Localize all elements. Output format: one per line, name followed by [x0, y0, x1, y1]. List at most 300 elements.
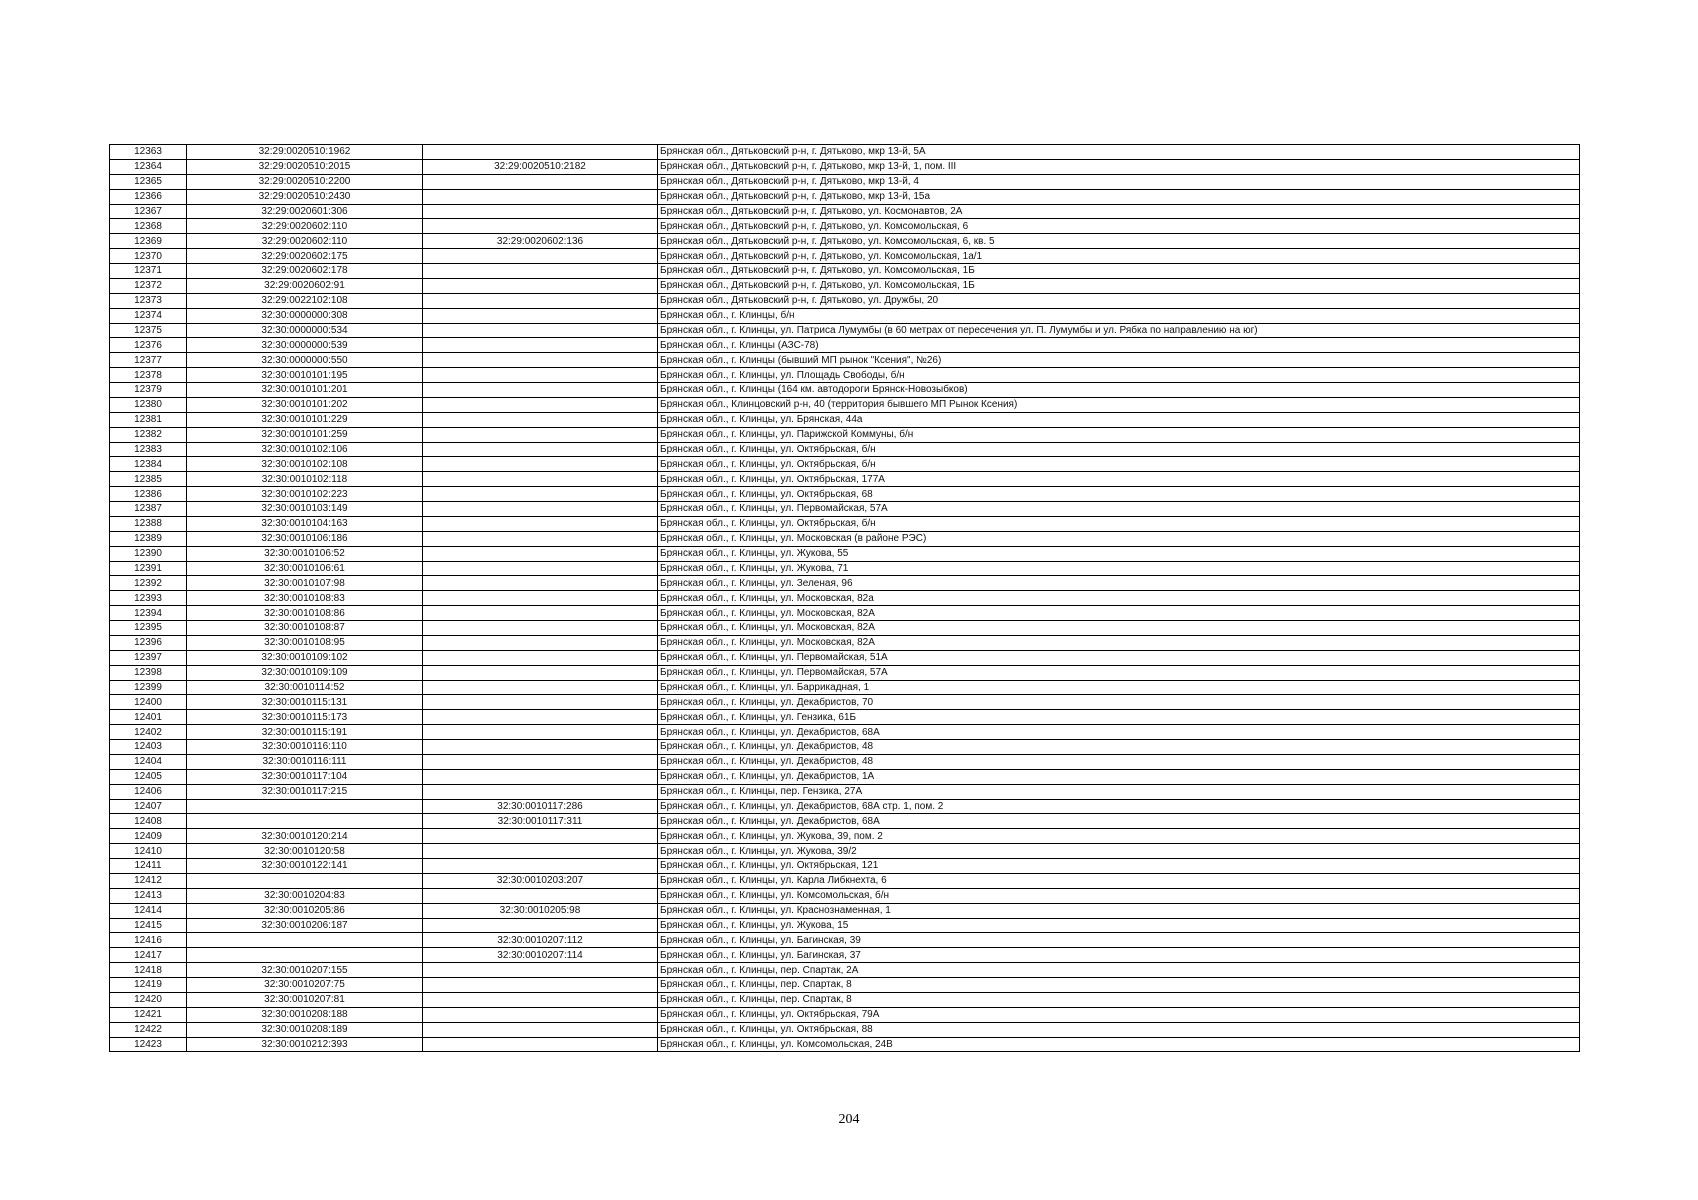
inner-cadastral-number-cell: [423, 457, 658, 472]
row-number-cell: 12407: [110, 799, 187, 814]
table-row: [110, 978, 1580, 993]
table-row: [110, 427, 1580, 442]
inner-cadastral-number-cell: [423, 740, 658, 755]
inner-cadastral-number-cell: [423, 278, 658, 293]
address-cell: Брянская обл., г. Клинцы, ул. Гензика, 61Б: [658, 710, 1580, 725]
inner-cadastral-number-cell: [423, 368, 658, 383]
inner-cadastral-number-cell: [423, 769, 658, 784]
row-number-cell: 12391: [110, 561, 187, 576]
inner-cadastral-number-cell: [423, 487, 658, 502]
inner-cadastral-number-cell: [423, 323, 658, 338]
row-number-cell: 12381: [110, 412, 187, 427]
row-number-cell: 12400: [110, 695, 187, 710]
address-cell: Брянская обл., г. Клинцы, пер. Спартак, 8: [658, 978, 1580, 993]
inner-cadastral-number-cell: 32:30:0010203:207: [423, 873, 658, 888]
address-cell: Брянская обл., г. Клинцы (164 км. автодороги Брянск-Новозыбков): [658, 383, 1580, 398]
inner-cadastral-number-cell: [423, 293, 658, 308]
inner-cadastral-number-cell: [423, 502, 658, 517]
cadastral-number-cell: 32:30:0010115:173: [187, 710, 423, 725]
cadastral-number-cell: 32:30:0010106:61: [187, 561, 423, 576]
row-number-cell: 12376: [110, 338, 187, 353]
inner-cadastral-number-cell: [423, 174, 658, 189]
inner-cadastral-number-cell: [423, 308, 658, 323]
row-number-cell: 12406: [110, 784, 187, 799]
table-row: [110, 531, 1580, 546]
address-cell: Брянская обл., г. Клинцы, ул. Краснознаменная, 1: [658, 903, 1580, 918]
row-number-cell: 12373: [110, 293, 187, 308]
cadastral-number-cell: 32:30:0010102:223: [187, 487, 423, 502]
cadastral-number-cell: 32:30:0000000:308: [187, 308, 423, 323]
cadastral-number-cell: [187, 873, 423, 888]
property-register-table: [109, 144, 1580, 1052]
page-number: 204: [838, 1112, 860, 1127]
address-cell: Брянская обл., г. Клинцы, ул. Октябрьская, 68: [658, 487, 1580, 502]
address-cell: Брянская обл., г. Клинцы, ул. Московская, 82А: [658, 635, 1580, 650]
inner-cadastral-number-cell: [423, 189, 658, 204]
table-row: [110, 754, 1580, 769]
row-number-cell: 12396: [110, 635, 187, 650]
table-row: [110, 204, 1580, 219]
cadastral-number-cell: 32:30:0010120:58: [187, 844, 423, 859]
address-cell: Брянская обл., г. Клинцы, пер. Спартак, 2А: [658, 963, 1580, 978]
cadastral-number-cell: [187, 799, 423, 814]
cadastral-number-cell: 32:30:0010109:102: [187, 650, 423, 665]
inner-cadastral-number-cell: [423, 621, 658, 636]
inner-cadastral-number-cell: 32:30:0010207:114: [423, 948, 658, 963]
address-cell: Брянская обл., г. Клинцы, ул. Московская, 82а: [658, 591, 1580, 606]
cadastral-number-cell: 32:29:0020602:91: [187, 278, 423, 293]
inner-cadastral-number-cell: [423, 695, 658, 710]
inner-cadastral-number-cell: [423, 576, 658, 591]
row-number-cell: 12414: [110, 903, 187, 918]
address-cell: Брянская обл., г. Клинцы, ул. Карла Либкнехта, 6: [658, 873, 1580, 888]
table-row: [110, 873, 1580, 888]
row-number-cell: 12387: [110, 502, 187, 517]
cadastral-number-cell: 32:30:0010106:186: [187, 531, 423, 546]
table-row: [110, 784, 1580, 799]
address-cell: Брянская обл., г. Клинцы, ул. Площадь Свободы, б/н: [658, 368, 1580, 383]
table-row: [110, 695, 1580, 710]
table-body: [110, 145, 1580, 1052]
inner-cadastral-number-cell: [423, 978, 658, 993]
inner-cadastral-number-cell: [423, 397, 658, 412]
row-number-cell: 12380: [110, 397, 187, 412]
inner-cadastral-number-cell: 32:29:0020602:136: [423, 234, 658, 249]
table-row: [110, 145, 1580, 160]
row-number-cell: 12418: [110, 963, 187, 978]
address-cell: Брянская обл., г. Клинцы, ул. Декабристов, 68А стр. 1, пом. 2: [658, 799, 1580, 814]
row-number-cell: 12369: [110, 234, 187, 249]
table-row: [110, 933, 1580, 948]
cadastral-number-cell: 32:30:0010207:155: [187, 963, 423, 978]
table-row: [110, 844, 1580, 859]
table-row: [110, 561, 1580, 576]
table-row: [110, 502, 1580, 517]
table-row: [110, 992, 1580, 1007]
row-number-cell: 12411: [110, 859, 187, 874]
row-number-cell: 12404: [110, 754, 187, 769]
address-cell: Брянская обл., г. Клинцы, ул. Октябрьская, б/н: [658, 442, 1580, 457]
cadastral-number-cell: 32:30:0010206:187: [187, 918, 423, 933]
row-number-cell: 12385: [110, 472, 187, 487]
inner-cadastral-number-cell: [423, 531, 658, 546]
inner-cadastral-number-cell: [423, 1007, 658, 1022]
table-row: [110, 1022, 1580, 1037]
address-cell: Брянская обл., г. Клинцы, ул. Октябрьская, 79А: [658, 1007, 1580, 1022]
address-cell: Брянская обл., г. Клинцы, ул. Жукова, 39/2: [658, 844, 1580, 859]
address-cell: Брянская обл., г. Клинцы, ул. Октябрьская, 88: [658, 1022, 1580, 1037]
table-row: [110, 189, 1580, 204]
row-number-cell: 12399: [110, 680, 187, 695]
row-number-cell: 12363: [110, 145, 187, 160]
row-number-cell: 12409: [110, 829, 187, 844]
table-row: [110, 278, 1580, 293]
table-row: [110, 338, 1580, 353]
cadastral-number-cell: 32:30:0010101:201: [187, 383, 423, 398]
row-number-cell: 12401: [110, 710, 187, 725]
cadastral-number-cell: 32:30:0010101:259: [187, 427, 423, 442]
inner-cadastral-number-cell: 32:30:0010117:286: [423, 799, 658, 814]
inner-cadastral-number-cell: [423, 264, 658, 279]
inner-cadastral-number-cell: [423, 219, 658, 234]
address-cell: Брянская обл., г. Клинцы, ул. Московская, 82А: [658, 606, 1580, 621]
address-cell: Брянская обл., г. Клинцы, ул. Декабристов, 48: [658, 740, 1580, 755]
cadastral-number-cell: 32:29:0020602:110: [187, 234, 423, 249]
table-row: [110, 516, 1580, 531]
inner-cadastral-number-cell: [423, 725, 658, 740]
row-number-cell: 12383: [110, 442, 187, 457]
table-row: [110, 948, 1580, 963]
cadastral-number-cell: 32:30:0010204:83: [187, 888, 423, 903]
row-number-cell: 12365: [110, 174, 187, 189]
address-cell: Брянская обл., Дятьковский р-н, г. Дятьково, мкр 13-й, 15а: [658, 189, 1580, 204]
row-number-cell: 12379: [110, 383, 187, 398]
table-row: [110, 472, 1580, 487]
table-row: [110, 546, 1580, 561]
cadastral-number-cell: 32:30:0010102:108: [187, 457, 423, 472]
row-number-cell: 12382: [110, 427, 187, 442]
cadastral-number-cell: 32:30:0010109:109: [187, 665, 423, 680]
cadastral-number-cell: 32:30:0010107:98: [187, 576, 423, 591]
inner-cadastral-number-cell: [423, 650, 658, 665]
table-row: [110, 799, 1580, 814]
table-row: [110, 963, 1580, 978]
cadastral-number-cell: 32:29:0020510:2200: [187, 174, 423, 189]
address-cell: Брянская обл., г. Клинцы, ул. Декабристов, 70: [658, 695, 1580, 710]
address-cell: Брянская обл., г. Клинцы, ул. Жукова, 15: [658, 918, 1580, 933]
inner-cadastral-number-cell: [423, 412, 658, 427]
inner-cadastral-number-cell: [423, 383, 658, 398]
cadastral-number-cell: 32:30:0010108:83: [187, 591, 423, 606]
row-number-cell: 12421: [110, 1007, 187, 1022]
address-cell: Брянская обл., г. Клинцы, ул. Октябрьская, б/н: [658, 457, 1580, 472]
cadastral-number-cell: 32:29:0020510:2430: [187, 189, 423, 204]
address-cell: Брянская обл., г. Клинцы, пер. Гензика, 27А: [658, 784, 1580, 799]
cadastral-number-cell: 32:30:0010101:229: [187, 412, 423, 427]
table-row: [110, 457, 1580, 472]
table-row: [110, 353, 1580, 368]
cadastral-number-cell: 32:30:0010116:110: [187, 740, 423, 755]
table-row: [110, 264, 1580, 279]
address-cell: Брянская обл., г. Клинцы, ул. Московская (в районе РЭС): [658, 531, 1580, 546]
address-cell: Брянская обл., Дятьковский р-н, г. Дятьково, ул. Комсомольская, 1Б: [658, 264, 1580, 279]
address-cell: Брянская обл., г. Клинцы, ул. Декабристов, 1А: [658, 769, 1580, 784]
address-cell: Брянская обл., г. Клинцы, ул. Комсомольская, 24В: [658, 1037, 1580, 1052]
cadastral-number-cell: 32:30:0010208:188: [187, 1007, 423, 1022]
cadastral-number-cell: 32:29:0020602:178: [187, 264, 423, 279]
inner-cadastral-number-cell: [423, 561, 658, 576]
table-row: [110, 368, 1580, 383]
inner-cadastral-number-cell: [423, 1022, 658, 1037]
inner-cadastral-number-cell: [423, 784, 658, 799]
table-row: [110, 487, 1580, 502]
cadastral-number-cell: 32:30:0000000:539: [187, 338, 423, 353]
row-number-cell: 12378: [110, 368, 187, 383]
inner-cadastral-number-cell: [423, 992, 658, 1007]
address-cell: Брянская обл., г. Клинцы, ул. Парижской Коммуны, б/н: [658, 427, 1580, 442]
row-number-cell: 12419: [110, 978, 187, 993]
cadastral-number-cell: [187, 933, 423, 948]
inner-cadastral-number-cell: [423, 516, 658, 531]
table-row: [110, 621, 1580, 636]
table-row: [110, 174, 1580, 189]
cadastral-number-cell: 32:30:0010108:86: [187, 606, 423, 621]
cadastral-number-cell: 32:30:0010115:131: [187, 695, 423, 710]
address-cell: Брянская обл., г. Клинцы, б/н: [658, 308, 1580, 323]
row-number-cell: 12389: [110, 531, 187, 546]
table-row: [110, 219, 1580, 234]
row-number-cell: 12386: [110, 487, 187, 502]
row-number-cell: 12390: [110, 546, 187, 561]
inner-cadastral-number-cell: [423, 204, 658, 219]
table-row: [110, 814, 1580, 829]
address-cell: Брянская обл., Дятьковский р-н, г. Дятьково, ул. Комсомольская, 1Б: [658, 278, 1580, 293]
inner-cadastral-number-cell: [423, 546, 658, 561]
row-number-cell: 12395: [110, 621, 187, 636]
row-number-cell: 12368: [110, 219, 187, 234]
inner-cadastral-number-cell: [423, 635, 658, 650]
inner-cadastral-number-cell: 32:29:0020510:2182: [423, 159, 658, 174]
cadastral-number-cell: 32:30:0010120:214: [187, 829, 423, 844]
address-cell: Брянская обл., Дятьковский р-н, г. Дятьково, ул. Космонавтов, 2А: [658, 204, 1580, 219]
cadastral-number-cell: 32:30:0000000:534: [187, 323, 423, 338]
cadastral-number-cell: 32:30:0010103:149: [187, 502, 423, 517]
table-row: [110, 769, 1580, 784]
table-row: [110, 725, 1580, 740]
address-cell: Брянская обл., г. Клинцы, пер. Спартак, 8: [658, 992, 1580, 1007]
address-cell: Брянская обл., Дятьковский р-н, г. Дятьково, ул. Дружбы, 20: [658, 293, 1580, 308]
row-number-cell: 12408: [110, 814, 187, 829]
cadastral-number-cell: 32:30:0010212:393: [187, 1037, 423, 1052]
inner-cadastral-number-cell: [423, 859, 658, 874]
row-number-cell: 12410: [110, 844, 187, 859]
row-number-cell: 12394: [110, 606, 187, 621]
address-cell: Брянская обл., Дятьковский р-н, г. Дятьково, мкр 13-й, 5А: [658, 145, 1580, 160]
row-number-cell: 12367: [110, 204, 187, 219]
address-cell: Брянская обл., г. Клинцы (бывший МП рынок "Ксения", №26): [658, 353, 1580, 368]
inner-cadastral-number-cell: [423, 710, 658, 725]
address-cell: Брянская обл., г. Клинцы, ул. Московская, 82А: [658, 621, 1580, 636]
table-row: [110, 918, 1580, 933]
table-row: [110, 234, 1580, 249]
cadastral-number-cell: 32:29:0020601:306: [187, 204, 423, 219]
table-row: [110, 710, 1580, 725]
address-cell: Брянская обл., Дятьковский р-н, г. Дятьково, ул. Комсомольская, 6, кв. 5: [658, 234, 1580, 249]
address-cell: Брянская обл., г. Клинцы, ул. Брянская, 44а: [658, 412, 1580, 427]
cadastral-number-cell: 32:30:0010207:81: [187, 992, 423, 1007]
cadastral-number-cell: 32:30:0010116:111: [187, 754, 423, 769]
address-cell: Брянская обл., г. Клинцы, ул. Октябрьская, б/н: [658, 516, 1580, 531]
address-cell: Брянская обл., г. Клинцы, ул. Жукова, 71: [658, 561, 1580, 576]
row-number-cell: 12371: [110, 264, 187, 279]
address-cell: Брянская обл., Дятьковский р-н, г. Дятьково, ул. Комсомольская, 1а/1: [658, 249, 1580, 264]
address-cell: Брянская обл., г. Клинцы, ул. Багинская, 39: [658, 933, 1580, 948]
table-row: [110, 740, 1580, 755]
table-row: [110, 859, 1580, 874]
cadastral-number-cell: 32:30:0010117:104: [187, 769, 423, 784]
row-number-cell: 12412: [110, 873, 187, 888]
inner-cadastral-number-cell: 32:30:0010117:311: [423, 814, 658, 829]
inner-cadastral-number-cell: [423, 427, 658, 442]
table-row: [110, 323, 1580, 338]
cadastral-number-cell: 32:29:0020602:175: [187, 249, 423, 264]
cadastral-number-cell: 32:30:0010102:118: [187, 472, 423, 487]
row-number-cell: 12370: [110, 249, 187, 264]
cadastral-number-cell: 32:30:0010104:163: [187, 516, 423, 531]
address-cell: Брянская обл., Дятьковский р-н, г. Дятьково, ул. Комсомольская, 6: [658, 219, 1580, 234]
table-row: [110, 665, 1580, 680]
address-cell: Брянская обл., г. Клинцы, ул. Октябрьская, 121: [658, 859, 1580, 874]
address-cell: Брянская обл., г. Клинцы, ул. Первомайская, 57А: [658, 665, 1580, 680]
row-number-cell: 12403: [110, 740, 187, 755]
row-number-cell: 12377: [110, 353, 187, 368]
address-cell: Брянская обл., Дятьковский р-н, г. Дятьково, мкр 13-й, 1, пом. III: [658, 159, 1580, 174]
address-cell: Брянская обл., Дятьковский р-н, г. Дятьково, мкр 13-й, 4: [658, 174, 1580, 189]
address-cell: Брянская обл., г. Клинцы, ул. Баррикадная, 1: [658, 680, 1580, 695]
row-number-cell: 12388: [110, 516, 187, 531]
inner-cadastral-number-cell: [423, 888, 658, 903]
table-row: [110, 293, 1580, 308]
address-cell: Брянская обл., г. Клинцы, ул. Патриса Лумумбы (в 60 метрах от пересечения ул. П. Лумумбы и ул. Рябка по направлению на юг): [658, 323, 1580, 338]
table-row: [110, 576, 1580, 591]
cadastral-number-cell: 32:30:0010115:191: [187, 725, 423, 740]
cadastral-number-cell: 32:29:0020510:2015: [187, 159, 423, 174]
address-cell: Брянская обл., г. Клинцы, ул. Зеленая, 96: [658, 576, 1580, 591]
address-cell: Брянская обл., г. Клинцы, ул. Багинская, 37: [658, 948, 1580, 963]
cadastral-number-cell: 32:29:0022102:108: [187, 293, 423, 308]
cadastral-number-cell: 32:29:0020602:110: [187, 219, 423, 234]
inner-cadastral-number-cell: [423, 829, 658, 844]
table-row: [110, 249, 1580, 264]
inner-cadastral-number-cell: [423, 249, 658, 264]
inner-cadastral-number-cell: [423, 754, 658, 769]
table-row: [110, 650, 1580, 665]
address-cell: Брянская обл., г. Клинцы, ул. Октябрьская, 177А: [658, 472, 1580, 487]
address-cell: Брянская обл., г. Клинцы (АЗС-78): [658, 338, 1580, 353]
inner-cadastral-number-cell: [423, 1037, 658, 1052]
row-number-cell: 12375: [110, 323, 187, 338]
address-cell: Брянская обл., г. Клинцы, ул. Комсомольская, б/н: [658, 888, 1580, 903]
row-number-cell: 12398: [110, 665, 187, 680]
row-number-cell: 12393: [110, 591, 187, 606]
inner-cadastral-number-cell: [423, 963, 658, 978]
row-number-cell: 12420: [110, 992, 187, 1007]
row-number-cell: 12366: [110, 189, 187, 204]
cadastral-number-cell: 32:30:0010122:141: [187, 859, 423, 874]
address-cell: Брянская обл., г. Клинцы, ул. Декабристов, 48: [658, 754, 1580, 769]
cadastral-number-cell: 32:30:0010101:195: [187, 368, 423, 383]
inner-cadastral-number-cell: [423, 442, 658, 457]
row-number-cell: 12405: [110, 769, 187, 784]
inner-cadastral-number-cell: [423, 145, 658, 160]
row-number-cell: 12415: [110, 918, 187, 933]
inner-cadastral-number-cell: [423, 844, 658, 859]
row-number-cell: 12374: [110, 308, 187, 323]
address-cell: Брянская обл., г. Клинцы, ул. Жукова, 39, пом. 2: [658, 829, 1580, 844]
row-number-cell: 12423: [110, 1037, 187, 1052]
inner-cadastral-number-cell: [423, 353, 658, 368]
inner-cadastral-number-cell: [423, 918, 658, 933]
address-cell: Брянская обл., г. Клинцы, ул. Декабристов, 68А: [658, 814, 1580, 829]
table-row: [110, 1037, 1580, 1052]
inner-cadastral-number-cell: [423, 472, 658, 487]
row-number-cell: 12422: [110, 1022, 187, 1037]
table-row: [110, 606, 1580, 621]
cadastral-number-cell: 32:30:0010102:106: [187, 442, 423, 457]
address-cell: Брянская обл., г. Клинцы, ул. Жукова, 55: [658, 546, 1580, 561]
table-row: [110, 829, 1580, 844]
inner-cadastral-number-cell: [423, 665, 658, 680]
row-number-cell: 12364: [110, 159, 187, 174]
inner-cadastral-number-cell: 32:30:0010205:98: [423, 903, 658, 918]
table-row: [110, 1007, 1580, 1022]
row-number-cell: 12397: [110, 650, 187, 665]
table-row: [110, 591, 1580, 606]
inner-cadastral-number-cell: [423, 680, 658, 695]
cadastral-number-cell: 32:29:0020510:1962: [187, 145, 423, 160]
row-number-cell: 12372: [110, 278, 187, 293]
row-number-cell: 12413: [110, 888, 187, 903]
cadastral-number-cell: [187, 814, 423, 829]
table-row: [110, 635, 1580, 650]
address-cell: Брянская обл., г. Клинцы, ул. Первомайская, 51А: [658, 650, 1580, 665]
table-row: [110, 442, 1580, 457]
inner-cadastral-number-cell: [423, 338, 658, 353]
row-number-cell: 12417: [110, 948, 187, 963]
cadastral-number-cell: 32:30:0010108:87: [187, 621, 423, 636]
row-number-cell: 12392: [110, 576, 187, 591]
cadastral-number-cell: [187, 948, 423, 963]
cadastral-number-cell: 32:30:0010205:86: [187, 903, 423, 918]
cadastral-number-cell: 32:30:0010108:95: [187, 635, 423, 650]
row-number-cell: 12384: [110, 457, 187, 472]
cadastral-number-cell: 32:30:0010101:202: [187, 397, 423, 412]
address-cell: Брянская обл., Клинцовский р-н, 40 (территория бывшего МП Рынок Ксения): [658, 397, 1580, 412]
address-cell: Брянская обл., г. Клинцы, ул. Первомайская, 57А: [658, 502, 1580, 517]
row-number-cell: 12402: [110, 725, 187, 740]
cadastral-number-cell: 32:30:0010208:189: [187, 1022, 423, 1037]
table-row: [110, 412, 1580, 427]
cadastral-number-cell: 32:30:0010117:215: [187, 784, 423, 799]
cadastral-number-cell: 32:30:0010114:52: [187, 680, 423, 695]
table-row: [110, 680, 1580, 695]
cadastral-number-cell: 32:30:0010207:75: [187, 978, 423, 993]
cadastral-number-cell: 32:30:0000000:550: [187, 353, 423, 368]
cadastral-number-cell: 32:30:0010106:52: [187, 546, 423, 561]
inner-cadastral-number-cell: 32:30:0010207:112: [423, 933, 658, 948]
table-row: [110, 903, 1580, 918]
table-row: [110, 888, 1580, 903]
